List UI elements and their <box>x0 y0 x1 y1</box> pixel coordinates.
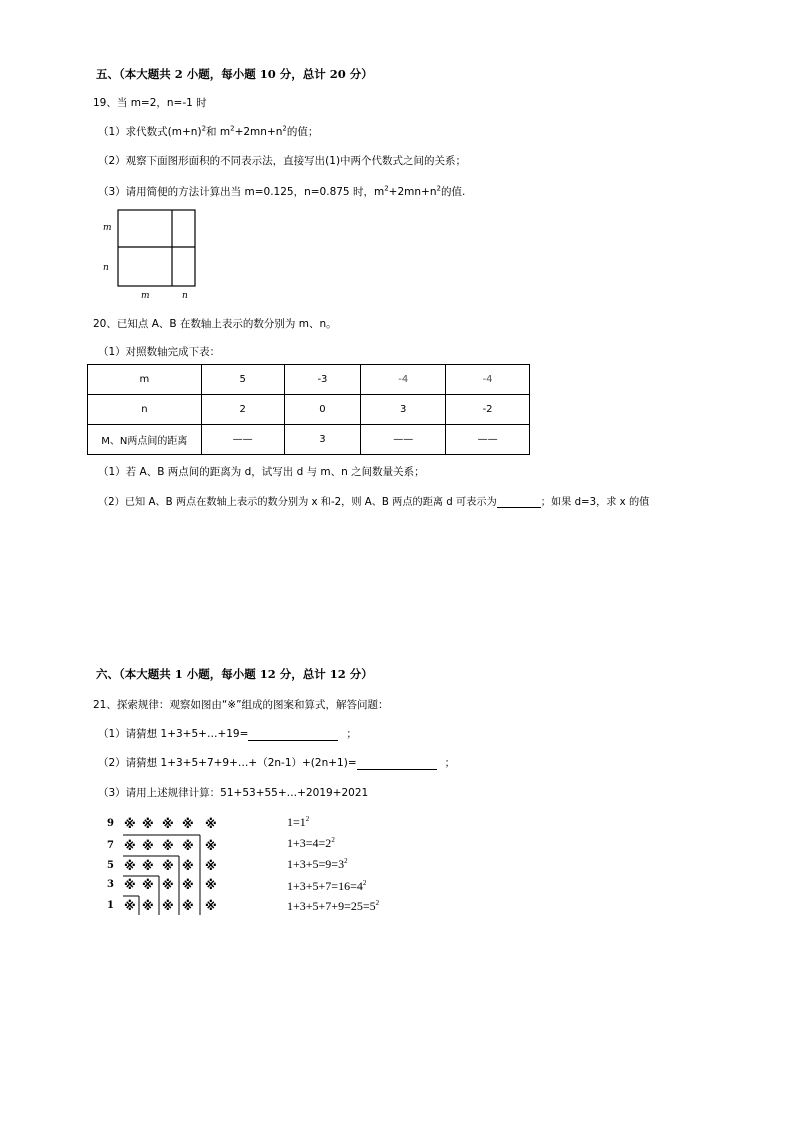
q21-stem: 21、探索规律：观察如图由“※”组成的图案和算式，解答问题： <box>93 699 389 711</box>
pattern-row-label: 3 <box>107 879 114 890</box>
pattern-symbol: ※ <box>124 859 136 873</box>
q20-part1: （1）对照数轴完成下表： <box>98 346 221 358</box>
diagram-label-bottom-n: n <box>182 291 188 301</box>
q20-stem: 20、已知点 A、B 在数轴上表示的数分别为 m、n。 <box>93 318 337 330</box>
q21-part1: （1）请猜想 1+3+5+…+19= ； <box>98 728 357 740</box>
table-cell: —— <box>446 425 530 455</box>
q20-table <box>87 364 530 455</box>
section-5-heading: 五、（本大题共 2 小题，每小题 10 分，总计 20 分） <box>96 67 373 81</box>
pattern-equation: $1+3+5+7=16=4^2$ <box>287 879 367 893</box>
table-row <box>88 425 530 455</box>
pattern-symbol: ※ <box>162 817 174 831</box>
q20-part2: （1）若 A、B 两点间的距离为 d，试写出 d 与 m、n 之间数量关系； <box>98 466 425 478</box>
table-cell: 2 <box>201 395 284 425</box>
table-cell: -3 <box>284 365 361 395</box>
pattern-symbol: ※ <box>205 817 217 831</box>
answer-blank[interactable] <box>357 758 437 770</box>
table-cell: —— <box>361 425 446 455</box>
pattern-row-label: 5 <box>107 860 114 871</box>
table-cell: —— <box>201 425 284 455</box>
table-cell: m <box>88 365 202 395</box>
diagram-label-bottom-m: m <box>141 291 150 301</box>
table-cell: 3 <box>361 395 446 425</box>
pattern-symbol: ※ <box>205 878 217 892</box>
pattern-row-label: 9 <box>107 818 114 829</box>
q21-part3: （3）请用上述规律计算：51+53+55+…+2019+2021 <box>98 787 369 799</box>
pattern-symbol: ※ <box>142 878 154 892</box>
pattern-symbol: ※ <box>182 859 194 873</box>
answer-blank[interactable] <box>248 729 338 741</box>
pattern-guide-lines <box>115 820 235 920</box>
table-cell: 0 <box>284 395 361 425</box>
pattern-symbol: ※ <box>124 839 136 853</box>
table-cell: 5 <box>201 365 284 395</box>
q19-square-diagram <box>96 204 206 304</box>
pattern-symbol: ※ <box>142 859 154 873</box>
pattern-row-label: 1 <box>107 900 114 911</box>
pattern-symbol: ※ <box>205 899 217 913</box>
table-cell: -4 <box>446 365 530 395</box>
diagram-label-left-m: m <box>103 223 112 233</box>
pattern-symbol: ※ <box>142 817 154 831</box>
pattern-symbol: ※ <box>162 839 174 853</box>
pattern-symbol: ※ <box>124 878 136 892</box>
pattern-symbol: ※ <box>124 817 136 831</box>
q19-stem: 19、当 m=2，n=-1 时 <box>93 97 207 109</box>
table-cell: M、N两点间的距离 <box>88 425 202 455</box>
pattern-equation: $1=1^2$ <box>287 815 310 829</box>
pattern-symbol: ※ <box>205 859 217 873</box>
pattern-equation: $1+3+5+7+9=25=5^2$ <box>287 899 380 913</box>
pattern-symbol: ※ <box>162 859 174 873</box>
table-row <box>88 395 530 425</box>
diagram-label-left-n: n <box>103 263 109 273</box>
table-cell: -4 <box>361 365 446 395</box>
pattern-equation: $1+3+5=9=3^2$ <box>287 857 348 871</box>
q21-part2: （2）请猜想 1+3+5+7+9+…+（2n-1）+(2n+1)= ； <box>98 757 456 769</box>
answer-blank[interactable] <box>497 496 541 508</box>
table-cell: n <box>88 395 202 425</box>
pattern-symbol: ※ <box>182 839 194 853</box>
table-cell: -2 <box>446 395 530 425</box>
q19-part2: （2）观察下面图形面积的不同表示法，直接写出(1)中两个代数式之间的关系； <box>98 155 467 167</box>
pattern-symbol: ※ <box>142 899 154 913</box>
section-6-heading: 六、（本大题共 1 小题，每小题 12 分，总计 12 分） <box>96 667 373 681</box>
pattern-symbol: ※ <box>162 878 174 892</box>
table-row <box>88 365 530 395</box>
pattern-symbol: ※ <box>205 839 217 853</box>
pattern-equation: $1+3=4=2^2$ <box>287 836 335 850</box>
pattern-symbol: ※ <box>182 817 194 831</box>
pattern-symbol: ※ <box>182 878 194 892</box>
pattern-symbol: ※ <box>142 839 154 853</box>
pattern-symbol: ※ <box>182 899 194 913</box>
pattern-symbol: ※ <box>162 899 174 913</box>
pattern-symbol: ※ <box>124 899 136 913</box>
q19-part1: （1）求代数式$(m+n)^2$和 $m^2+2mn+n^2$的值； <box>98 124 319 138</box>
q20-part3: （2）已知 A、B 两点在数轴上表示的数分别为 x 和-2，则 A、B 两点的距离 d 可表示为 ；如果 d=3，求 x 的值 <box>98 497 650 508</box>
q19-part3: （3）请用简便的方法计算出当 m=0.125，n=0.875 时，$m^2+2mn+n^2$的值. <box>98 184 466 198</box>
table-cell: 3 <box>284 425 361 455</box>
pattern-row-label: 7 <box>107 840 114 851</box>
